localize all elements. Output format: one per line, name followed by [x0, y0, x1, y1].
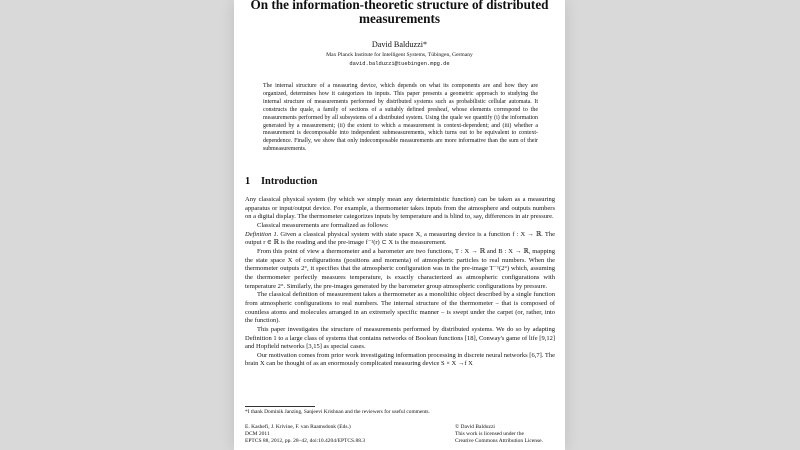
section-number: 1 — [245, 176, 251, 187]
footer-license-line-1: This work is licensed under the — [455, 431, 524, 437]
footer-editors: E. Kashefi, J. Krivine, F. van Raamsdonk (Eds.) — [245, 424, 351, 430]
footer-license-line-2[interactable]: Creative Commons Attribution License. — [455, 438, 543, 444]
paragraph-2: Classical measurements are formalized as follows: — [257, 221, 389, 229]
definition-1 — [245, 231, 555, 248]
abstract — [263, 83, 538, 154]
definition-text: Given a classical physical system with state space X, a measuring device is a function f : X → ℝ. The output r ∈ ℝ is the reading and the pre-image f⁻¹(r) ⊂ X is the measurement. — [245, 230, 555, 247]
footer-venue: DCM 2011 — [245, 431, 270, 437]
footnote: *I thank Dominik Janzing, Sanjeevi Krishnan and the reviewers for useful comments. — [245, 409, 430, 415]
body-text — [245, 196, 555, 369]
paragraph-1: Any classical physical system (by which we simply mean any deterministic function) can be taken as a measuring apparatus or input/output device. For example, a thermometer takes inputs from the atmosphere and outputs numbers on a digital display. The thermometer categorizes inputs by temperature and is blind to, say, differences in air pressure. — [245, 196, 555, 221]
paragraph-6: Our motivation comes from prior work investigating information processing in discrete neural networks [6,7]. The brain X can be thought of as an enormously complicated measuring device S × X →f X — [245, 351, 555, 368]
paper-title-line-2: measurements — [358, 11, 441, 26]
paragraph-3: From this point of view a thermometer and a barometer are two functions, T : X → ℝ and B : X → ℝ, mapping the state space X of configurations (positions and momenta) of atmospheric particles to real numbers. When the thermometer outputs 2°, it specifies that the atmospheric configuration was in the pre-image T⁻¹(2°) which, assuming the thermometer perfectly measures temperature, is exactly characterized as atmospheric configurations with temperature 2°. Similarly, the pre-images generated by the barometer group atmospheric configurations by pressure. — [245, 247, 555, 290]
author-email[interactable]: david.balduzzi@tuebingen.mpg.de — [349, 61, 450, 67]
author-name: David Balduzzi* — [371, 40, 428, 49]
footer-eptcs[interactable]: EPTCS 88, 2012, pp. 28–42, doi:10.4204/EPTCS.88.3 — [245, 438, 366, 444]
footnote-divider — [245, 406, 315, 407]
author-affiliation: Max Planck Institute for Intelligent Systems, Tübingen, Germany — [326, 52, 473, 58]
paragraph-5: This paper investigates the structure of measurements performed by distributed systems. We do so by adapting Definition 1 to a large class of systems that contains networks of Boolean functions [18], Conway's game of life [9,12] and Hopfield networks [3,15] as special cases. — [245, 325, 555, 351]
footer-copyright: © David Balduzzi — [455, 424, 495, 430]
paragraph-4: The classical definition of measurement takes a thermometer as a monolithic object described by a single function from atmospheric configurations to real numbers. The internal structure of the thermometer – that is composed of countless atoms and molecules arranged in an extremely specific manner – is swept under the carpet (or, rather, into the function). — [245, 291, 555, 325]
definition-label: Definition 1. — [245, 230, 279, 238]
section-heading — [245, 176, 317, 187]
footer-license-info — [455, 424, 543, 445]
footer-publication-info — [245, 424, 365, 445]
abstract-text: The internal structure of a measuring device, which depends on what its components are and how they are organized, determines how it categorizes its inputs. This paper presents a geometric approach to studying the internal structure of measurements performed by distributed systems such as probabilistic cellular automata. It constructs the quale, a family of sections of a suitably defined presheaf, whose elements correspond to the measurements performed by all subsystems of a distributed system. Using the quale we quantify (i) the information generated by a measurement; (ii) the extent to which a measurement is context-dependent; and (iii) whether a measurement is decomposable into independent submeasurements, which turns out to be equivalent to context-dependence. Finally, we show that only indecomposable measurements are more informative than the sum of their submeasurements. — [263, 83, 538, 153]
paper-title-line-1: On the information-theoretic structure of distributed — [250, 0, 549, 12]
paper-page — [234, 0, 565, 450]
section-title: Introduction — [261, 176, 318, 187]
